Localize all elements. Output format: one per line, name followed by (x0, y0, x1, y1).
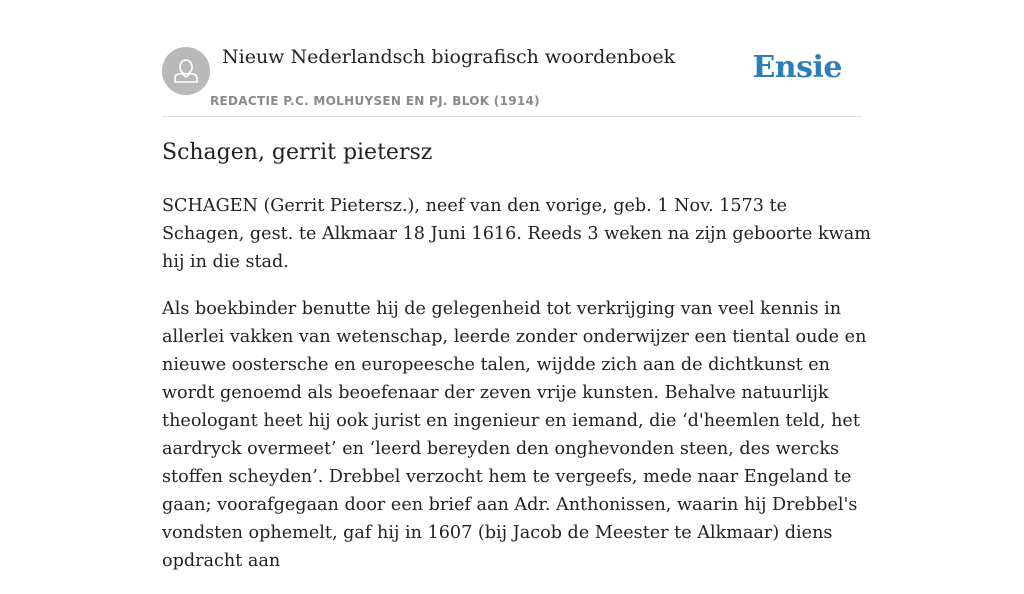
header (162, 46, 862, 117)
brand-logo[interactable]: Ensie (752, 50, 842, 85)
article-paragraph: Als boekbinder benutte hij de gelegenheid tot verkrijging van veel kennis in allerlei vakken van wetenschap, leerde zonder onderwijzer een tiental oude en nieuwe oostersche en europeesche talen, wijdde zich aan de dichtkunst en wordt genoemd als beoefenaar der zeven vrije kunsten. Behalve natuurlijk theologant heet hij ook jurist en ingenieur en iemand, die ‘d'heemlen teld, het aardryck overmeet’ en ‘leerd bereyden den onghevonden steen, des wercks stoffen scheyden’. Drebbel verzocht hem te vergeefs, mede naar Engeland te gaan; voorafgegaan door een brief aan Adr. Anthonissen, waarin hij Drebbel's vondsten ophemelt, gaf hij in 1607 (bij Jacob de Meester te Alkmaar) diens opdracht aan (162, 299, 867, 571)
book-editors: REDACTIE P.C. MOLHUYSEN EN PJ. BLOK (1914) (210, 94, 540, 108)
user-avatar-icon[interactable] (162, 47, 210, 95)
book-title[interactable]: Nieuw Nederlandsch biografisch woordenboek (222, 46, 676, 68)
article-paragraph: SCHAGEN (Gerrit Pietersz.), neef van den vorige, geb. 1 Nov. 1573 te Schagen, gest. te Alkmaar 18 Juni 1616. Reeds 3 weken na zijn geboorte kwam hij in die stad. (162, 196, 871, 272)
article-body (162, 192, 872, 594)
article-title: Schagen, gerrit pietersz (162, 140, 433, 165)
